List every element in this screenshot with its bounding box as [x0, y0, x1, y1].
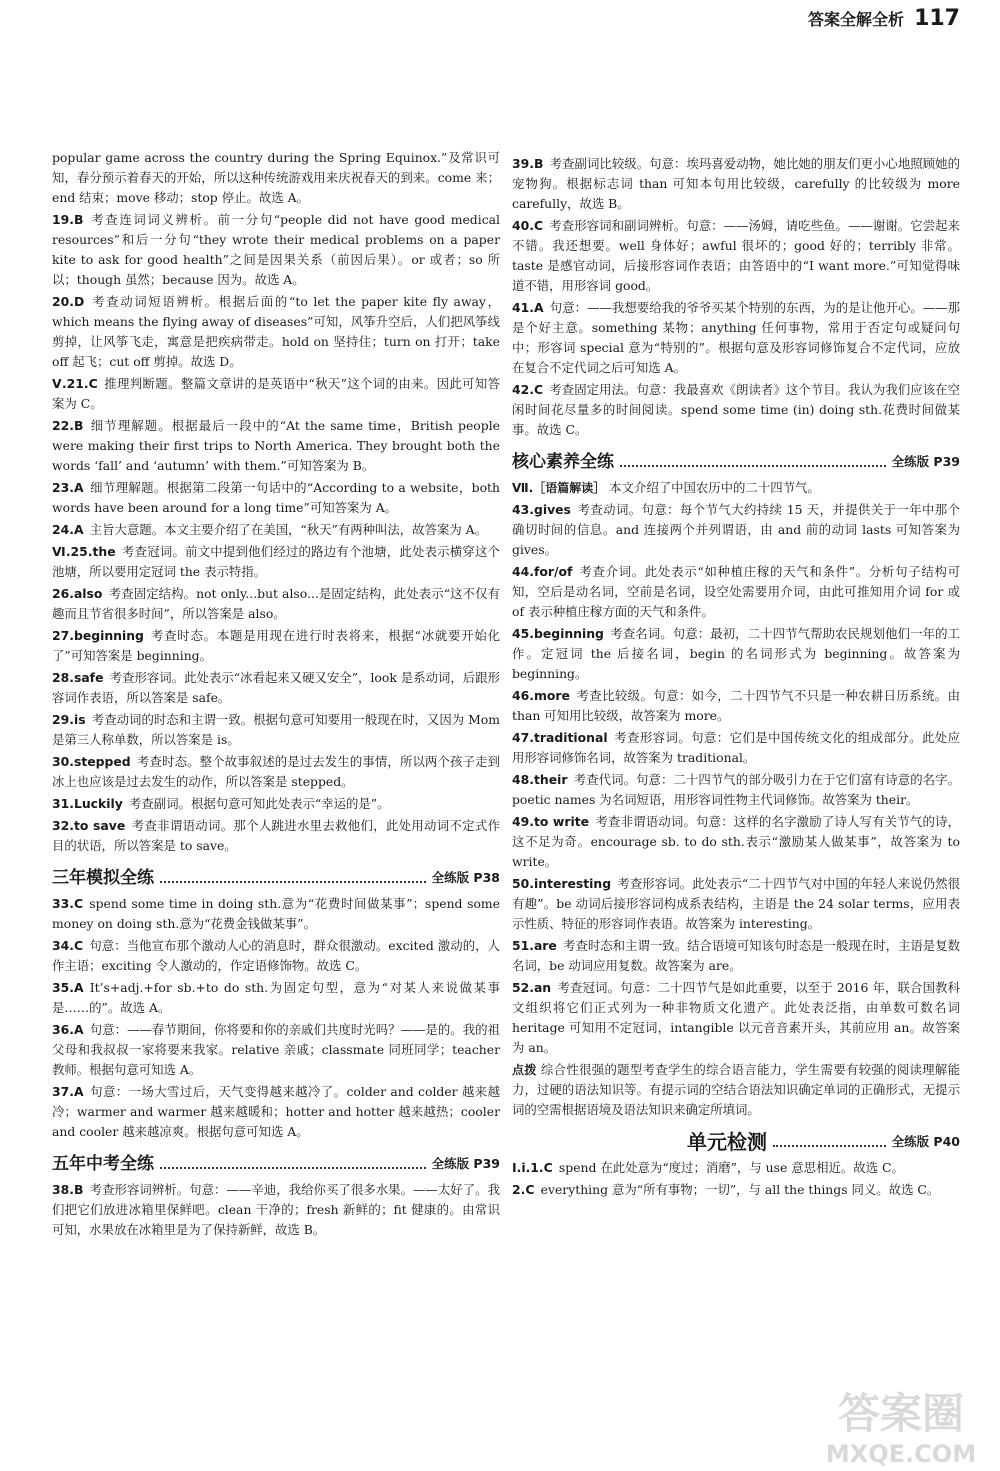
answer-explanation: 句意：当他宣布那个激动人心的消息时，群众很激动。excited 激动的，人作主语；exciting 令人激动的，作定语修饰物。故选 C。: [52, 938, 500, 973]
answer-explanation: It’s+adj.+for sb.+to do sth.为固定句型，意为“对某人来说做某事是……的”。故选 A。: [52, 980, 500, 1015]
answer-number: 26.also: [52, 586, 103, 601]
header-title: 答案全解全析: [808, 10, 905, 29]
answer-explanation: 主旨大意题。本文主要介绍了在美国，“秋天”有两种叫法，故答案为 A。: [89, 522, 488, 537]
answer-number: 51.are: [512, 938, 557, 953]
answer-entry: [52, 626, 500, 666]
answer-number: 43.gives: [512, 502, 571, 517]
answer-number: 45.beginning: [512, 626, 604, 641]
page-header: [808, 6, 960, 31]
answer-entry: [52, 416, 500, 476]
answer-entry: [512, 812, 960, 872]
answer-number: 42.C: [512, 382, 544, 397]
tip-paragraph: [512, 1060, 960, 1120]
section-header-core-literacy: [512, 452, 960, 472]
answer-entry: [52, 478, 500, 518]
answer-entry: [52, 542, 500, 582]
answer-number: 20.D: [52, 294, 85, 309]
dotted-leader: [160, 1167, 426, 1169]
answer-explanation: 推理判断题。整篇文章讲的是英语中“秋天”这个词的由来。因此可知答案为 C。: [52, 376, 501, 411]
answer-explanation: 句意：一场大雪过后，天气变得越来越冷了。colder and colder 越来越冷；warmer and warmer 越来越暖和；hotter and hotter 越来越热；cooler and cooler 越来越凉爽。根据句意可知选 A。: [52, 1084, 500, 1139]
section-ref: 全练版 P40: [891, 1134, 960, 1149]
answer-explanation: 考查冠词。句意：二十四节气是如此重要，以至于 2016 年，联合国教科文组织将它们正式列为一种非物质文化遗产。此处表泛指，由单数可数名词 heritage 可知用不定冠词，intangible 以元音音素开头，其前应用 an。故答案为 an。: [512, 980, 960, 1055]
reading-note-label: Ⅶ.［语篇解读］: [512, 481, 606, 495]
answer-explanation: 考查时态和主谓一致。结合语境可知该句时态是一般现在时，主语是复数名词，be 动词应用复数。故答案为 are。: [512, 938, 960, 973]
answer-list-left-c: [52, 1180, 500, 1240]
answer-explanation: 考查比较级。句意：如今，二十四节气不只是一种农耕日历系统。由 than 可知用比较级，故答案为 more。: [512, 688, 960, 723]
answer-entry: [512, 936, 960, 976]
answer-list-right-c: [512, 1158, 960, 1200]
answer-number: 29.is: [52, 712, 86, 727]
answer-explanation: 考查名词。句意：最初，二十四节气帮助农民规划他们一年的工作。定冠词 the 后接名词，begin 的名词形式为 beginning。故答案为 beginning。: [512, 626, 960, 681]
section-title: 五年中考全练: [52, 1154, 154, 1174]
answer-number: 52.an: [512, 980, 552, 995]
svg-text:答案圈: 答案圈: [837, 1389, 965, 1438]
answer-entry: [512, 874, 960, 934]
section-ref: 全练版 P39: [431, 1156, 500, 1171]
answer-explanation: 考查代词。句意：二十四节气的部分吸引力在于它们富有诗意的名字。poetic names 为名词短语，用形容词性物主代词修饰。故答案为 their。: [512, 772, 960, 807]
left-column: [52, 148, 500, 1242]
answer-number: 37.A: [52, 1084, 84, 1099]
answer-entry: [512, 624, 960, 684]
answer-explanation: 考查连词词义辨析。前一分句“people did not have good medical resources”和后一分句“they wrote their medical problems on a paper kite to ask for good health”之间是因果关系（前因后果）。or 或者；so 所以；though 虽然；because 因为。故选 A。: [52, 212, 500, 287]
answer-number: 28.safe: [52, 670, 104, 685]
answer-number: 49.to write: [512, 814, 590, 829]
answer-number: 38.B: [52, 1182, 84, 1197]
answer-entry: [512, 298, 960, 378]
watermark-logo: [816, 1376, 986, 1471]
answer-explanation: 考查非谓语动词。句意：这样的名字激励了诗人写有关节气的诗，这不足为奇。encourage sb. to do sth.表示“激励某人做某事”，故答案为 to write。: [512, 814, 960, 869]
answer-entry: [52, 752, 500, 792]
section-title: 核心素养全练: [512, 452, 614, 472]
answer-number: 27.beginning: [52, 628, 144, 643]
answer-entry: [512, 1158, 960, 1178]
answer-entry: [52, 1180, 500, 1240]
answer-explanation: 考查动词短语辨析。根据后面的“to let the paper kite fly away，which means the flying away of diseases”可知，风筝升空后，人们把风筝线剪掉，让风筝飞走，寓意是把疾病带走。hold on 坚持住；turn on 打开；take off 起飞；cut off 剪掉。故选 D。: [52, 294, 500, 369]
answer-entry: [512, 770, 960, 810]
answer-number: Ⅰ.ⅰ.1.C: [512, 1160, 553, 1175]
answer-explanation: everything 意为“所有事物；一切”，与 all the things 同义。故选 C。: [540, 1182, 940, 1197]
answer-explanation: 考查副词比较级。句意：埃玛喜爱动物，她比她的朋友们更小心地照顾她的宠物狗。根据标志词 than 可知本句用比较级，carefully 的比较级为 more carefully，故选 B。: [512, 156, 960, 211]
answer-entry: [52, 816, 500, 856]
answer-number: 32.to save: [52, 818, 126, 833]
answer-entry: [52, 292, 500, 372]
right-column: [512, 154, 960, 1202]
answer-entry: [52, 894, 500, 934]
answer-list-left-b: [52, 894, 500, 1142]
answer-explanation: 考查冠词。前文中提到他们经过的路边有个池塘，此处表示横穿这个池塘，所以要用定冠词 the 表示特指。: [52, 544, 500, 579]
answer-entry: [52, 210, 500, 290]
dotted-leader: [620, 465, 886, 467]
answer-entry: [512, 380, 960, 440]
answer-number: 39.B: [512, 156, 544, 171]
answer-number: 23.A: [52, 480, 84, 495]
answer-entry: [512, 728, 960, 768]
answer-number: 44.for/of: [512, 564, 573, 579]
answer-entry: [52, 1082, 500, 1142]
answer-number: 47.traditional: [512, 730, 608, 745]
answer-number: 19.B: [52, 212, 84, 227]
answer-number: Ⅵ.25.the: [52, 544, 116, 559]
svg-text:MXQE.COM: MXQE.COM: [825, 1440, 977, 1468]
answer-entry: [52, 374, 500, 414]
answer-number: 31.Luckily: [52, 796, 123, 811]
answer-list-right-b: [512, 500, 960, 1058]
page-number: 117: [914, 6, 960, 31]
reading-note-text: 本文介绍了中国农历中的二十四节气。: [609, 480, 820, 495]
section-header-five-year: [52, 1154, 500, 1174]
intro-paragraph: popular game across the country during the Spring Equinox.”及常识可知，春分预示着春天的开始，所以这种传统游戏用来庆祝春天的到来。come 来；end 结束；move 移动；stop 停止。故选 A。: [52, 150, 500, 205]
answer-entry: [52, 1020, 500, 1080]
answer-explanation: 考查动词的时态和主谓一致。根据句意可知要用一般现在时，又因为 Mom 是第三人称单数，所以答案是 is。: [52, 712, 500, 747]
tip-text: 综合性很强的题型考查学生的综合语言能力，学生需要有较强的阅读理解能力，过硬的语法知识等。有提示词的空结合语法知识确定单词的正确形式，无提示词的空需根据语境及语法知识来确定所填词。: [512, 1062, 960, 1117]
answer-number: 41.A: [512, 300, 544, 315]
answer-number: 36.A: [52, 1022, 84, 1037]
answer-explanation: 考查形容词和副词辨析。句意：——汤姆，请吃些鱼。——谢谢。它尝起来不错。我还想要。well 身体好；awful 很坏的；good 好的；terribly 非常。taste 是感官动词，后接形容词作表语；由答语中的“I want more.”可知觉得味道不错，用形容词 good。: [512, 218, 960, 293]
answer-entry: [52, 520, 500, 540]
answer-entry: [512, 562, 960, 622]
dotted-leader: [773, 1145, 886, 1147]
answer-entry: [52, 668, 500, 708]
answer-number: 48.their: [512, 772, 568, 787]
tip-label: 点拨: [512, 1063, 537, 1077]
answer-number: 30.stepped: [52, 754, 131, 769]
answer-number: 2.C: [512, 1182, 535, 1197]
answer-explanation: 考查形容词。句意：它们是中国传统文化的组成部分。此处应用形容词修饰名词，故答案为 traditional。: [512, 730, 960, 765]
answer-number: 50.interesting: [512, 876, 612, 891]
answer-list-right-a: [512, 154, 960, 440]
section-title: 单元检测: [687, 1130, 767, 1154]
answer-entry: [52, 936, 500, 976]
dotted-leader: [160, 881, 426, 883]
answer-entry: [52, 978, 500, 1018]
answer-explanation: 考查固定用法。句意：我最喜欢《朗读者》这个节目。我认为我们应该在空闲时间花尽量多的时间阅读。spend some time (in) doing sth.花费时间做某事。故选 C。: [512, 382, 960, 437]
answer-explanation: 考查副词。根据句意可知此处表示“幸运的是”。: [129, 796, 390, 811]
answer-entry: [512, 154, 960, 214]
section-ref: 全练版 P39: [891, 454, 960, 469]
answer-explanation: spend 在此处意为“度过；消磨”，与 use 意思相近。故选 C。: [558, 1160, 904, 1175]
answer-entry: [512, 1180, 960, 1200]
answer-number: 40.C: [512, 218, 544, 233]
answer-list-left-a: [52, 210, 500, 856]
answer-entry: [512, 216, 960, 296]
answer-explanation: 考查动词。句意：每个节气大约持续 15 天，并提供关于一年中那个确切时间的信息。and 连接两个并列谓语，由 and 前的动词 lasts 可知答案为 gives。: [512, 502, 960, 557]
section-header-unit-test: [512, 1132, 960, 1152]
answer-number: Ⅴ.21.C: [52, 376, 98, 391]
answer-number: 35.A: [52, 980, 84, 995]
answer-explanation: 句意：——我想要给我的爷爷买某个特别的东西，为的是让他开心。——那是个好主意。something 某物；anything 任何事物，常用于否定句或疑问句中；形容词 special 意为“特别的”。根据句意及形容词修饰复合不定代词，应放在复合不定代词之后可知选 A。: [512, 300, 960, 375]
answer-explanation: 考查时态。整个故事叙述的是过去发生的事情，所以两个孩子走到冰上也应该是过去发生的动作，所以答案是 stepped。: [52, 754, 500, 789]
answer-entry: [512, 500, 960, 560]
answer-number: 33.C: [52, 896, 84, 911]
answer-explanation: 考查时态。本题是用现在进行时表将来，根据“冰就要开始化了”可知答案是 beginning。: [52, 628, 500, 663]
answer-explanation: 考查形容词。此处表示“二十四节气对中国的年轻人来说仍然很有趣”。be 动词后接形容词构成系表结构，主语是 the 24 solar terms，应用表示性质、特征的形容词作表语。故答案为 interesting。: [512, 876, 960, 931]
section-ref: 全练版 P38: [431, 870, 500, 885]
section-title: 三年模拟全练: [52, 868, 154, 888]
answer-number: 34.C: [52, 938, 84, 953]
answer-entry: [512, 686, 960, 726]
answer-explanation: 考查非谓语动词。那个人跳进水里去救他们，此处用动词不定式作目的状语，所以答案是 to save。: [52, 818, 500, 853]
answer-explanation: 考查介词。此处表示“如种植庄稼的天气和条件”。分析句子结构可知，空后是动名词，空前是名词，设空处需要用介词，由此可推知用介词 for 或 of 表示种植庄稼方面的天气和条件。: [512, 564, 960, 619]
answer-explanation: 细节理解题。根据第二段第一句话中的“According to a website，both words have been around for a long time”可知答案为 A。: [52, 480, 500, 515]
answer-explanation: 考查形容词辨析。句意：——辛迪，我给你买了很多水果。——太好了。我们把它们放进冰箱里保鲜吧。clean 干净的；fresh 新鲜的；fit 健康的。由常识可知，水果放在冰箱里是为了保持新鲜，故选 B。: [52, 1182, 500, 1237]
answer-entry: [512, 978, 960, 1058]
answer-explanation: 细节理解题。根据最后一段中的“At the same time，British people were making their first trips to North America. They brought both the words ‘fall’ and ‘autumn’ with them.”可知答案为 B。: [52, 418, 500, 473]
answer-explanation: 考查固定结构。not only...but also...是固定结构，此处表示“这不仅有趣而且节省很多时间”，所以答案是 also。: [52, 586, 500, 621]
answer-explanation: spend some time in doing sth.意为“花费时间做某事”；spend some money on doing sth.意为“花费金钱做某事”。: [52, 896, 500, 931]
answer-entry: [52, 794, 500, 814]
section-header-three-year: [52, 868, 500, 888]
answer-number: 22.B: [52, 418, 84, 433]
reading-note: [512, 478, 960, 498]
answer-number: 46.more: [512, 688, 570, 703]
answer-explanation: 考查形容词。此处表示“冰看起来又硬又安全”，look 是系动词，后跟形容词作表语，所以答案是 safe。: [52, 670, 500, 705]
answer-entry: [52, 710, 500, 750]
answer-number: 24.A: [52, 522, 84, 537]
answer-entry: [52, 584, 500, 624]
answer-explanation: 句意：——春节期间，你将要和你的亲戚们共度时光吗？——是的。我的祖父母和我叔叔一家将要来我家。relative 亲戚；classmate 同班同学；teacher 教师。根据句意可知选 A。: [52, 1022, 500, 1077]
